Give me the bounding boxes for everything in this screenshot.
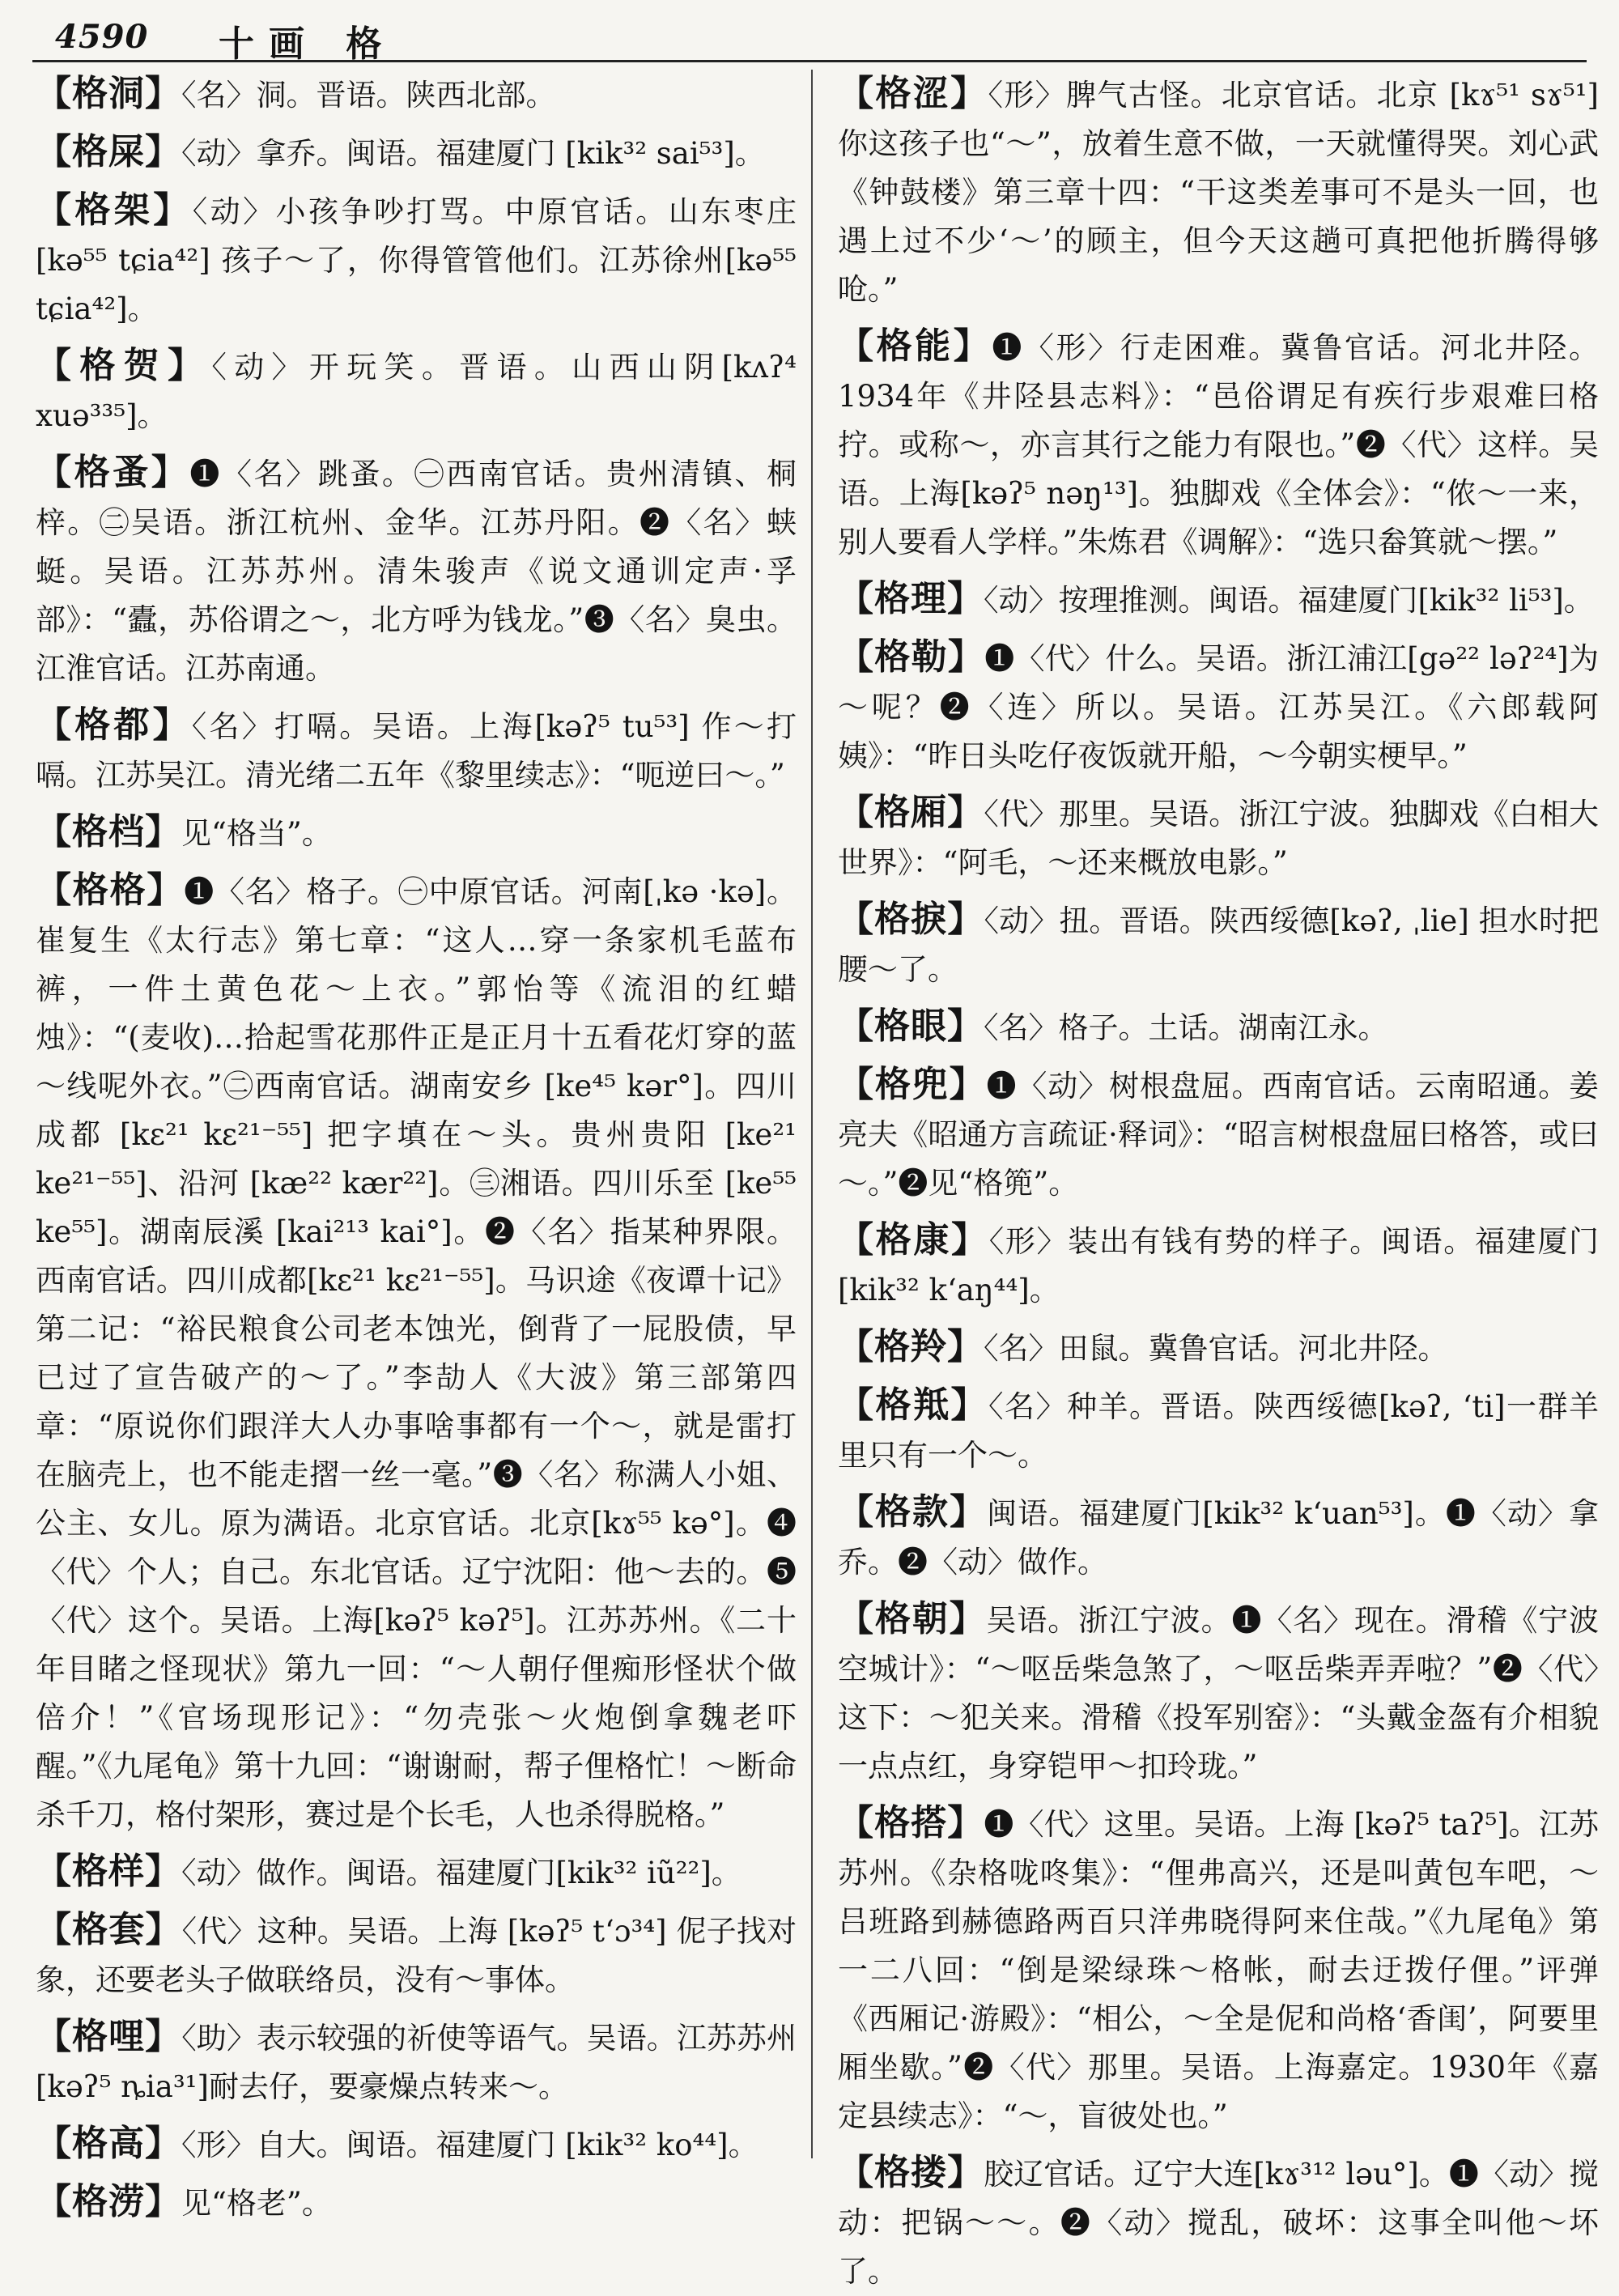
entry-definition: ❶〈代〉这里。吴语。上海 [kəʔ⁵ taʔ⁵]。江苏苏州。《杂格咙咚集》：“俚弗高兴，还是叫黄包车吧，～吕班路到赫德路两百只洋弗晓得阿来住哉。”《九尾龟》第一二八回：“倒是梁绿珠～格帐，耐去迂拨仔俚。”评弹《西厢记·游殿》：“相公，～全是伲和尚格‘香闺’，阿要里厢坐歇。”❷〈代〉那里。吴语。上海嘉定。1930年《嘉定县续志》：“～，盲彼处也。”	[838, 1807, 1599, 2133]
column-divider	[811, 70, 813, 2158]
dictionary-entry	[36, 701, 797, 800]
dictionary-entry	[838, 1799, 1599, 2141]
dictionary-entry	[838, 1323, 1599, 1373]
entry-definition: 〈代〉那里。吴语。浙江宁波。独脚戏《白相大世界》：“阿毛，～还来概放电影。”	[838, 797, 1599, 880]
entry-headword: 【格都】	[36, 704, 192, 746]
entry-definition: ❶〈名〉跳蚤。㊀西南官话。贵州清镇、桐梓。㊁吴语。浙江杭州、金华。江苏丹阳。❷〈名〉蛱蜓。吴语。江苏苏州。清朱骏声《说文通训定声·孚部》：“蠹，苏俗谓之～，北方呼为钱龙。”❸〈名〉臭虫。江淮官话。江苏南通。	[36, 457, 797, 686]
dictionary-entry	[838, 70, 1599, 314]
dictionary-entry	[838, 1488, 1599, 1587]
entry-definition: 〈动〉开玩笑。晋语。山西山阴[kʌʔ⁴ xuə³³⁵]。	[36, 350, 797, 433]
entry-headword: 【格屎】	[36, 131, 181, 172]
entry-definition: 吴语。浙江宁波。❶〈名〉现在。滑稽《宁波空城计》：“～呕岳柴急煞了，～呕岳柴弄弄啦？”❷〈代〉这下：～犯关来。滑稽《投军别窑》：“头戴金盔有介相貌一点点红，身穿铠甲～扣玲珑。”	[838, 1603, 1600, 1784]
entry-headword: 【格兜】	[838, 1064, 987, 1105]
entry-headword: 【格厢】	[838, 792, 984, 833]
entry-definition: 〈动〉扭。晋语。陕西绥德[kəʔ, ˌlie] 担水时把腰～了。	[838, 904, 1599, 987]
entry-headword: 【格贺】	[36, 345, 212, 386]
entry-definition: ❶〈形〉行走困难。冀鲁官话。河北井陉。1934年《井陉县志料》：“邑俗谓足有疾行步艰难曰格拧。或称～，亦言其行之能力有限也。”❷〈代〉这样。吴语。上海[kəʔ⁵ nəŋ¹³]。独脚戏《全体会》：“侬～一来，别人要看人学样。”朱炼君《调解》：“选只畚箕就～摆。”	[838, 330, 1600, 559]
entry-headword: 【格涝】	[36, 2181, 181, 2222]
dictionary-entry	[838, 2149, 1599, 2296]
page-number: 4590	[55, 18, 149, 56]
entry-definition: 闽语。福建厦门[kik³² k‘uan⁵³]。❶〈动〉拿乔。❷〈动〉做作。	[838, 1496, 1599, 1580]
entry-definition: 〈形〉自大。闽语。福建厦门 [kik³² ko⁴⁴]。	[181, 2128, 759, 2162]
entry-headword: 【格涩】	[838, 73, 988, 114]
entry-definition: ❶〈动〉树根盘屈。西南官话。云南昭通。姜亮夫《昭通方言疏证·释词》：“昭言树根盘屈曰格答，或曰～。”❷见“格篼”。	[838, 1069, 1600, 1201]
entry-definition: 〈助〉表示较强的祈使等语气。吴语。江苏苏州 [kəʔ⁵ ȵia³¹]耐去仔，要豪燥点转来～。	[36, 2021, 797, 2104]
entry-definition: 〈动〉按理推测。闽语。福建厦门[kik³² li⁵³]。	[984, 583, 1594, 618]
dictionary-entry	[36, 1906, 797, 2005]
entry-headword: 【格捩】	[838, 899, 984, 940]
dictionary-entry	[838, 322, 1599, 567]
entry-headword: 【格套】	[36, 1909, 182, 1950]
entry-definition: 〈动〉做作。闽语。福建厦门[kik³² iũ²²]。	[181, 1856, 742, 1890]
dictionary-entry	[838, 1216, 1599, 1315]
dictionary-entry	[36, 70, 797, 120]
entry-headword: 【格能】	[838, 325, 992, 367]
entry-definition: 〈形〉脾气古怪。北京官话。北京 [kɤ⁵¹ sɤ⁵¹] 你这孩子也“～”，放着生意不做，一天就懂得哭。刘心武《钟鼓楼》第三章十四：“干这类差事可不是头一回，也遇上过不少‘～’的顾主，但今天这趟可真把他折腾得够呛。”	[838, 78, 1599, 307]
dictionary-entry	[838, 1381, 1599, 1480]
entry-definition: 〈名〉打嗝。吴语。上海[kəʔ⁵ tu⁵³] 作～打嗝。江苏吴江。清光绪二五年《黎里续志》：“呃逆曰～。”	[36, 709, 797, 793]
dictionary-entry	[36, 128, 797, 178]
entry-definition: ❶〈名〉格子。㊀中原官话。河南[ˌkə ·kə]。崔复生《太行志》第七章：“这人…穿一条家机毛蓝布裤，一件土黄色花～上衣。”郭怡等《流泪的红蜡烛》：“(麦收)…拾起雪花那件正是正月十五看花灯穿的蓝～线呢外衣。”㊁西南官话。湖南安乡 [ke⁴⁵ kər°]。四川成都 [kɛ²¹ kɛ²¹⁻⁵⁵] 把字填在～头。贵州贵阳 [ke²¹ ke²¹⁻⁵⁵]、沿河 [kæ²² kær²²]。㊂湘语。四川乐至 [ke⁵⁵ ke⁵⁵]。湖南辰溪 [kai²¹³ kai°]。❷〈名〉指某种界限。西南官话。四川成都[kɛ²¹ kɛ²¹⁻⁵⁵]。马识途《夜谭十记》第二记：“裕民粮食公司老本蚀光，倒背了一屁股债，早已过了宣告破产的～了。”李劼人《大波》第三部第四章：“原说你们跟洋大人办事啥事都有一个～，就是雷打在脑壳上，也不能走摺一丝一毫。”❸〈名〉称满人小姐、公主、女儿。原为满语。北京官话。北京[kɤ⁵⁵ kə°]。❹〈代〉个人；自己。东北官话。辽宁沈阳：他～去的。❺〈代〉这个。吴语。上海[kəʔ⁵ kəʔ⁵]。江苏苏州。《二十年目睹之怪现状》第九一回：“～人朝仔俚痴形怪状个做倍介！”《官场现形记》：“勿壳张～火炮倒拿魏老吓醒。”《九尾龟》第十九回：“谢谢耐，帮子俚格忙！～断命杀千刀，格付架形，赛过是个长毛，人也杀得脱格。”	[36, 874, 797, 1832]
entry-definition: ❶〈代〉什么。吴语。浙江浦江[gə²² ləʔ²⁴]为～呢？❷〈连〉所以。吴语。江苏吴江。《六郎载阿姨》：“昨日头吃仔夜饭就开船，～今朝实梗早。”	[838, 641, 1600, 773]
dictionary-entry	[36, 2178, 797, 2228]
entry-headword: 【格眼】	[838, 1006, 984, 1047]
entry-headword: 【格样】	[36, 1851, 181, 1892]
entry-headword: 【格搭】	[838, 1802, 984, 1843]
dictionary-entry	[838, 633, 1599, 780]
dictionary-entry	[36, 186, 797, 334]
dictionary-entry	[36, 808, 797, 858]
entry-definition: 〈名〉种羊。晋语。陕西绥德[kəʔ, ‘ti]一群羊里只有一个～。	[838, 1389, 1599, 1473]
entry-definition: 〈代〉这种。吴语。上海 [kəʔ⁵ t‘ɔ³⁴] 伲子找对象，还要老头子做联络员，没有～事体。	[36, 1914, 797, 1997]
dictionary-entry	[838, 789, 1599, 887]
entry-headword: 【格羝】	[838, 1384, 988, 1426]
entry-headword: 【格款】	[838, 1491, 988, 1533]
entry-headword: 【格理】	[838, 578, 984, 619]
dictionary-entry	[36, 1847, 797, 1898]
entry-headword: 【格勒】	[838, 636, 985, 678]
entry-definition: 胶辽官话。辽宁大连[kɤ³¹² ləu°]。❶〈动〉搅动：把锅～～。❷〈动〉搅乱，破坏：这事全叫他～坏了。	[838, 2157, 1599, 2289]
entry-headword: 【格蚤】	[36, 452, 190, 493]
dictionary-entry	[36, 449, 797, 693]
dictionary-entry	[36, 2120, 797, 2170]
entry-headword: 【格格】	[36, 870, 185, 911]
dictionary-entry	[838, 1002, 1599, 1052]
entry-definition: 〈名〉格子。土话。湖南江永。	[984, 1010, 1388, 1045]
left-column	[36, 70, 797, 2222]
dictionary-entry	[838, 1595, 1599, 1791]
entry-headword: 【格哩】	[36, 2016, 182, 2057]
entry-definition: 见“格老”。	[181, 2186, 332, 2221]
page-header	[32, 11, 1587, 65]
entry-definition: 〈动〉拿乔。闽语。福建厦门 [kik³² sai⁵³]。	[181, 136, 765, 171]
entry-definition: 〈形〉装出有钱有势的样子。闽语。福建厦门 [kik³² k‘aŋ⁴⁴]。	[838, 1224, 1600, 1307]
dictionary-entry	[36, 866, 797, 1839]
entry-headword: 【格档】	[36, 811, 181, 852]
entry-headword: 【格高】	[36, 2123, 181, 2164]
entry-headword: 【格羚】	[838, 1326, 984, 1367]
entry-headword: 【格架】	[36, 189, 193, 231]
entry-definition: 〈名〉田鼠。冀鲁官话。河北井陉。	[984, 1331, 1448, 1366]
dictionary-entry	[838, 1061, 1599, 1208]
right-column	[838, 70, 1600, 2289]
entry-headword: 【格朝】	[838, 1598, 987, 1639]
entry-headword: 【格康】	[838, 1219, 989, 1261]
dictionary-entry	[36, 2013, 797, 2111]
entry-headword: 【格洞】	[36, 73, 181, 114]
entry-definition: 见“格当”。	[181, 816, 332, 851]
dictionary-entry	[36, 342, 797, 440]
entry-definition: 〈动〉小孩争吵打骂。中原官话。山东枣庄[kə⁵⁵ tɕia⁴²] 孩子～了，你得管管他们。江苏徐州[kə⁵⁵ tɕia⁴²]。	[36, 194, 797, 326]
running-head: 十画 格	[219, 23, 397, 65]
entry-definition: 〈名〉洞。晋语。陕西北部。	[181, 78, 556, 113]
entry-headword: 【格搂】	[838, 2152, 984, 2193]
dictionary-entry	[838, 575, 1599, 625]
dictionary-entry	[838, 895, 1599, 994]
